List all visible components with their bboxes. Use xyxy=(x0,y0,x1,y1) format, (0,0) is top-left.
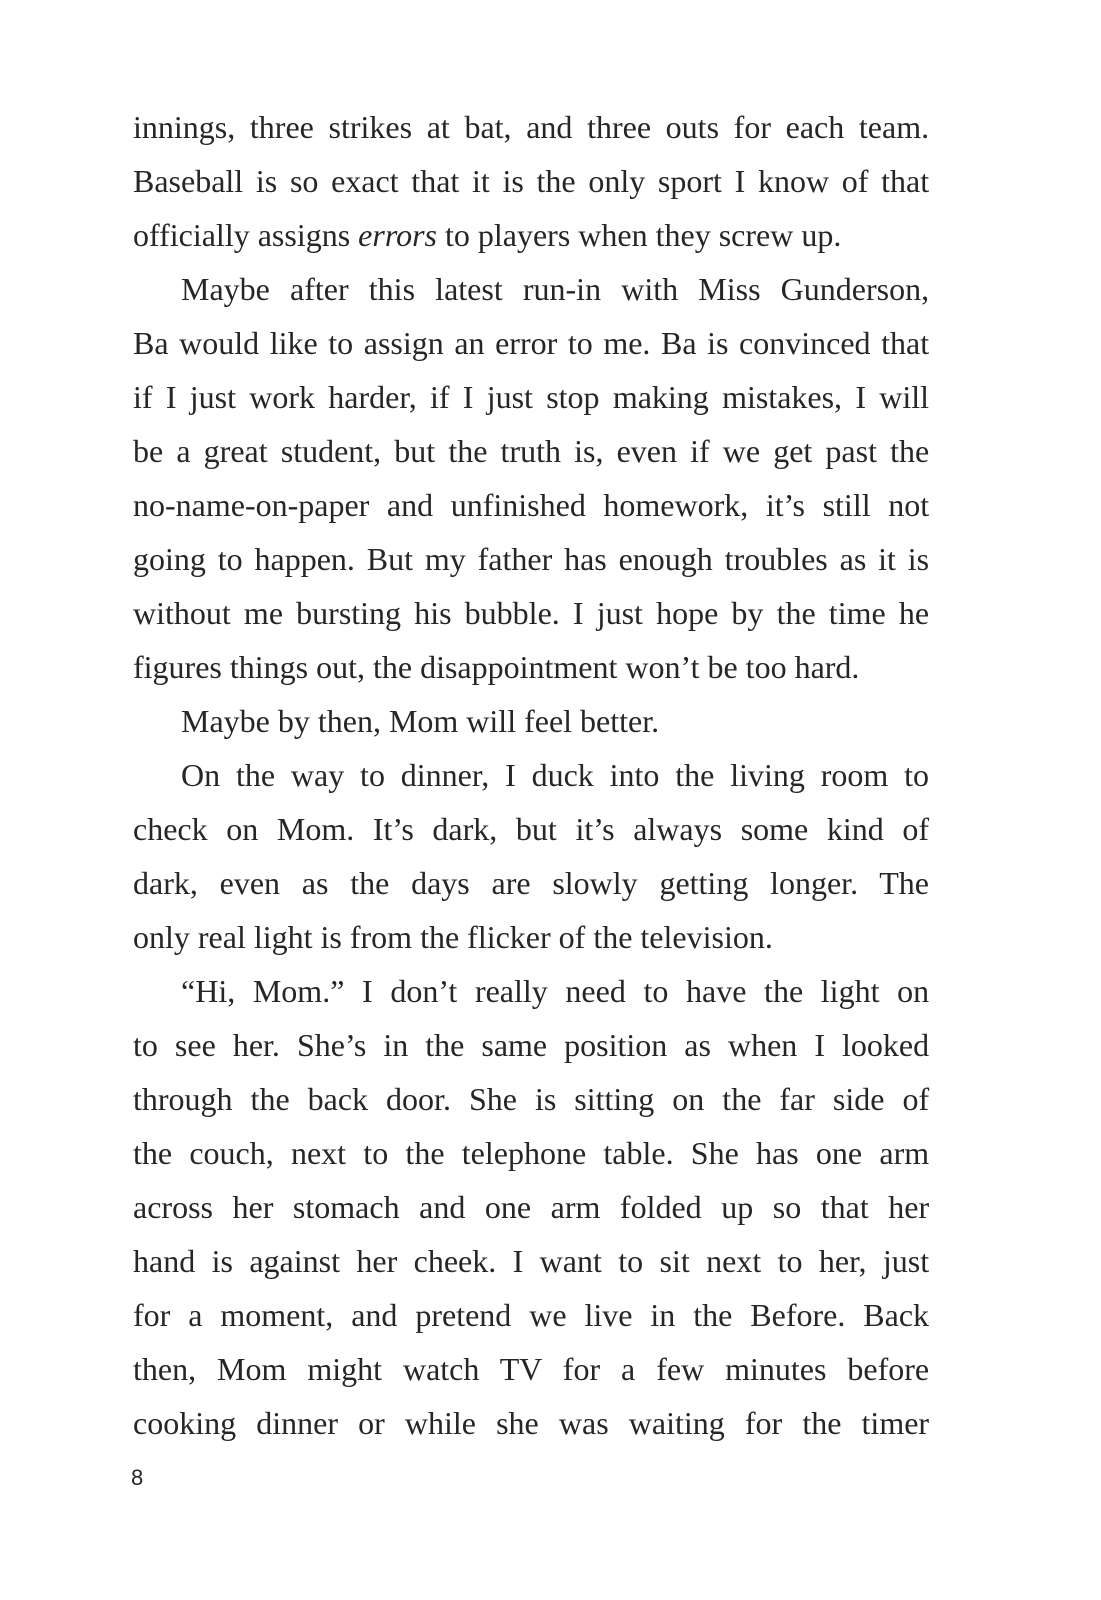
page-number: 8 xyxy=(131,1465,144,1490)
text-line: check on Mom. It’s dark, but it’s always some kind of xyxy=(133,811,930,847)
paragraph xyxy=(133,748,929,964)
text-line: no-name-on-paper and unfinished homework, it’s still not xyxy=(133,487,930,523)
italic-word: errors xyxy=(358,217,437,253)
text-line: hand is against her cheek. I want to sit next to her, just xyxy=(133,1243,930,1279)
text-line: cooking dinner or while she was waiting for the timer xyxy=(133,1405,930,1441)
text-line: if I just work harder, if I just stop making mistakes, I will xyxy=(133,379,930,415)
text-line: innings, three strikes at bat, and three outs for each team. xyxy=(133,109,930,145)
text-line: only real light is from the flicker of the television. xyxy=(133,919,773,955)
text-line: the couch, next to the telephone table. She has one arm xyxy=(133,1135,930,1171)
text-line: through the back door. She is sitting on the far side of xyxy=(133,1081,930,1117)
text-line: Maybe by then, Mom will feel better. xyxy=(181,703,660,739)
text-line: figures things out, the disappointment won’t be too hard. xyxy=(133,649,860,685)
text-line: Baseball is so exact that it is the only sport I know of that xyxy=(133,163,930,199)
book-page-body xyxy=(133,100,929,1450)
paragraph xyxy=(133,262,929,694)
text-line: Ba would like to assign an error to me. Ba is convinced that xyxy=(133,325,930,361)
text-line: dark, even as the days are slowly getting longer. The xyxy=(133,865,929,901)
text-line: Maybe after this latest run-in with Miss Gunderson, xyxy=(181,271,930,307)
text-line: be a great student, but the truth is, even if we get past the xyxy=(133,433,930,469)
text-line: going to happen. But my father has enough troubles as it is xyxy=(133,541,930,577)
paragraph xyxy=(133,694,929,748)
text-line: officially assigns errors to players when they screw up. xyxy=(133,217,842,253)
text-line: then, Mom might watch TV for a few minutes before xyxy=(133,1351,930,1387)
text-line: without me bursting his bubble. I just hope by the time he xyxy=(133,595,930,631)
text-line: for a moment, and pretend we live in the Before. Back xyxy=(133,1297,930,1333)
paragraph xyxy=(133,100,929,262)
text-line: On the way to dinner, I duck into the living room to xyxy=(181,757,929,793)
text-line: to see her. She’s in the same position as when I looked xyxy=(133,1027,930,1063)
paragraph xyxy=(133,964,929,1450)
text-line: “Hi, Mom.” I don’t really need to have the light on xyxy=(181,973,930,1009)
text-line: across her stomach and one arm folded up so that her xyxy=(133,1189,930,1225)
